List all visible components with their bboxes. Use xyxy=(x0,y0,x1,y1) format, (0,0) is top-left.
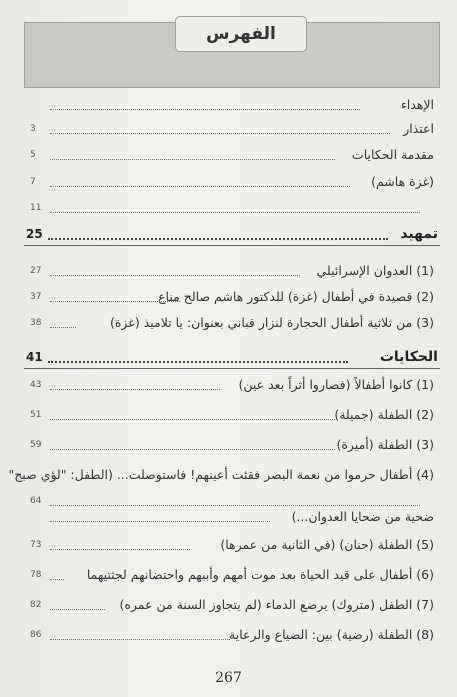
dot-leader xyxy=(50,505,420,506)
section-heading-prelude xyxy=(24,224,440,246)
entry-text: (4) أطفال حرموا من نعمة البصر فقئت أعينهم! فاستوصلت... (الطفل: "لؤي صبح" xyxy=(8,467,434,482)
entry-page: 37 xyxy=(30,292,42,302)
toc-entry xyxy=(24,626,434,646)
entry-page: 7 xyxy=(30,177,36,187)
toc-entry-apology xyxy=(24,120,434,140)
entry-page: 43 xyxy=(30,380,42,390)
entry-page: 73 xyxy=(30,540,42,550)
entry-page: 64 xyxy=(30,496,42,506)
entry-page: 11 xyxy=(30,203,42,213)
dot-leader xyxy=(50,159,335,160)
dot-leader xyxy=(50,389,220,390)
dot-leader xyxy=(50,301,180,302)
toc-entry-dedication xyxy=(24,96,434,116)
entry-page: 27 xyxy=(30,266,42,276)
toc-entry xyxy=(24,536,434,556)
dot-leader xyxy=(50,275,300,276)
section-rule xyxy=(24,368,440,369)
toc-entry xyxy=(24,262,434,282)
dot-leader xyxy=(50,609,105,610)
entry-text: (5) الطفلة (حنان) (في الثانية من عمرها) xyxy=(220,537,434,552)
section-title: تمهيد xyxy=(400,226,438,242)
entry-text: (1) العدوان الإسرائيلي xyxy=(316,263,434,278)
entry-text: (3) الطفلة (أميرة) xyxy=(336,437,434,452)
section-rule xyxy=(24,245,440,246)
toc-entry xyxy=(24,436,434,456)
toc-entry xyxy=(24,314,434,334)
toc-entry-gaza-hashem xyxy=(24,173,434,193)
dot-leader xyxy=(50,449,335,450)
toc-header-box xyxy=(24,22,440,88)
entry-page: 59 xyxy=(30,440,42,450)
entry-text: الإهداء xyxy=(400,97,434,112)
toc-entry xyxy=(24,596,434,616)
dot-leader xyxy=(50,133,390,134)
dot-leader xyxy=(50,186,350,187)
entry-text: (غزة هاشم) xyxy=(371,174,434,189)
toc-entry xyxy=(24,508,434,528)
toc-entry xyxy=(24,288,434,308)
section-title: الحكايات xyxy=(379,349,438,365)
dot-leader xyxy=(50,109,360,110)
entry-page: 51 xyxy=(30,410,42,420)
toc-title: الفهرس xyxy=(175,16,307,52)
dot-leader xyxy=(48,238,388,240)
dot-leader xyxy=(50,639,230,640)
entry-page: 78 xyxy=(30,570,42,580)
dot-leader xyxy=(50,549,190,550)
entry-text: ضحية من ضحايا العدوان...) xyxy=(291,509,434,524)
entry-text: (2) قصيدة في أطفال (غزة) للدكتور هاشم صالح مناع xyxy=(158,289,434,304)
toc-entry xyxy=(24,566,434,586)
entry-text: (7) الطفل (متروك) يرضع الدماء (لم يتجاوز السنة من عمره) xyxy=(119,597,434,612)
entry-text: (2) الطفلة (جميلة) xyxy=(334,407,434,422)
dot-leader xyxy=(50,327,76,328)
entry-text: (1) كانوا أطفالاً (فصاروا أثراً بعد عين) xyxy=(238,377,434,392)
toc-entry xyxy=(24,406,434,426)
page-number: 267 xyxy=(215,670,242,686)
toc-entry-blank xyxy=(24,199,434,219)
section-page: 41 xyxy=(26,350,43,364)
dot-leader xyxy=(50,521,270,522)
entry-text: (3) من ثلاثية أطفال الحجارة لنزار قباني بعنوان: يا تلاميذ (غزة) xyxy=(109,315,434,330)
section-page: 25 xyxy=(26,227,43,241)
section-heading-stories xyxy=(24,347,440,369)
entry-page: 5 xyxy=(30,150,36,160)
toc-entry xyxy=(8,466,434,486)
entry-page: 38 xyxy=(30,318,42,328)
entry-page: 3 xyxy=(30,124,36,134)
dot-leader xyxy=(48,361,348,363)
dot-leader xyxy=(50,579,64,580)
dot-leader xyxy=(50,419,335,420)
entry-text: (6) أطفال على قيد الحياة بعد موت أمهم وأبيهم واحتضانهم لجثتيهما xyxy=(86,567,434,582)
dot-leader xyxy=(50,212,420,213)
entry-page: 82 xyxy=(30,600,42,610)
toc-entry xyxy=(24,376,434,396)
entry-page: 86 xyxy=(30,630,42,640)
toc-entry-intro xyxy=(24,146,434,166)
entry-text: مقدمة الحكايات xyxy=(351,147,434,162)
entry-text: اعتذار xyxy=(403,121,434,136)
entry-text: (8) الطفلة (رضية) بين: الضياع والرعاية xyxy=(229,627,434,642)
